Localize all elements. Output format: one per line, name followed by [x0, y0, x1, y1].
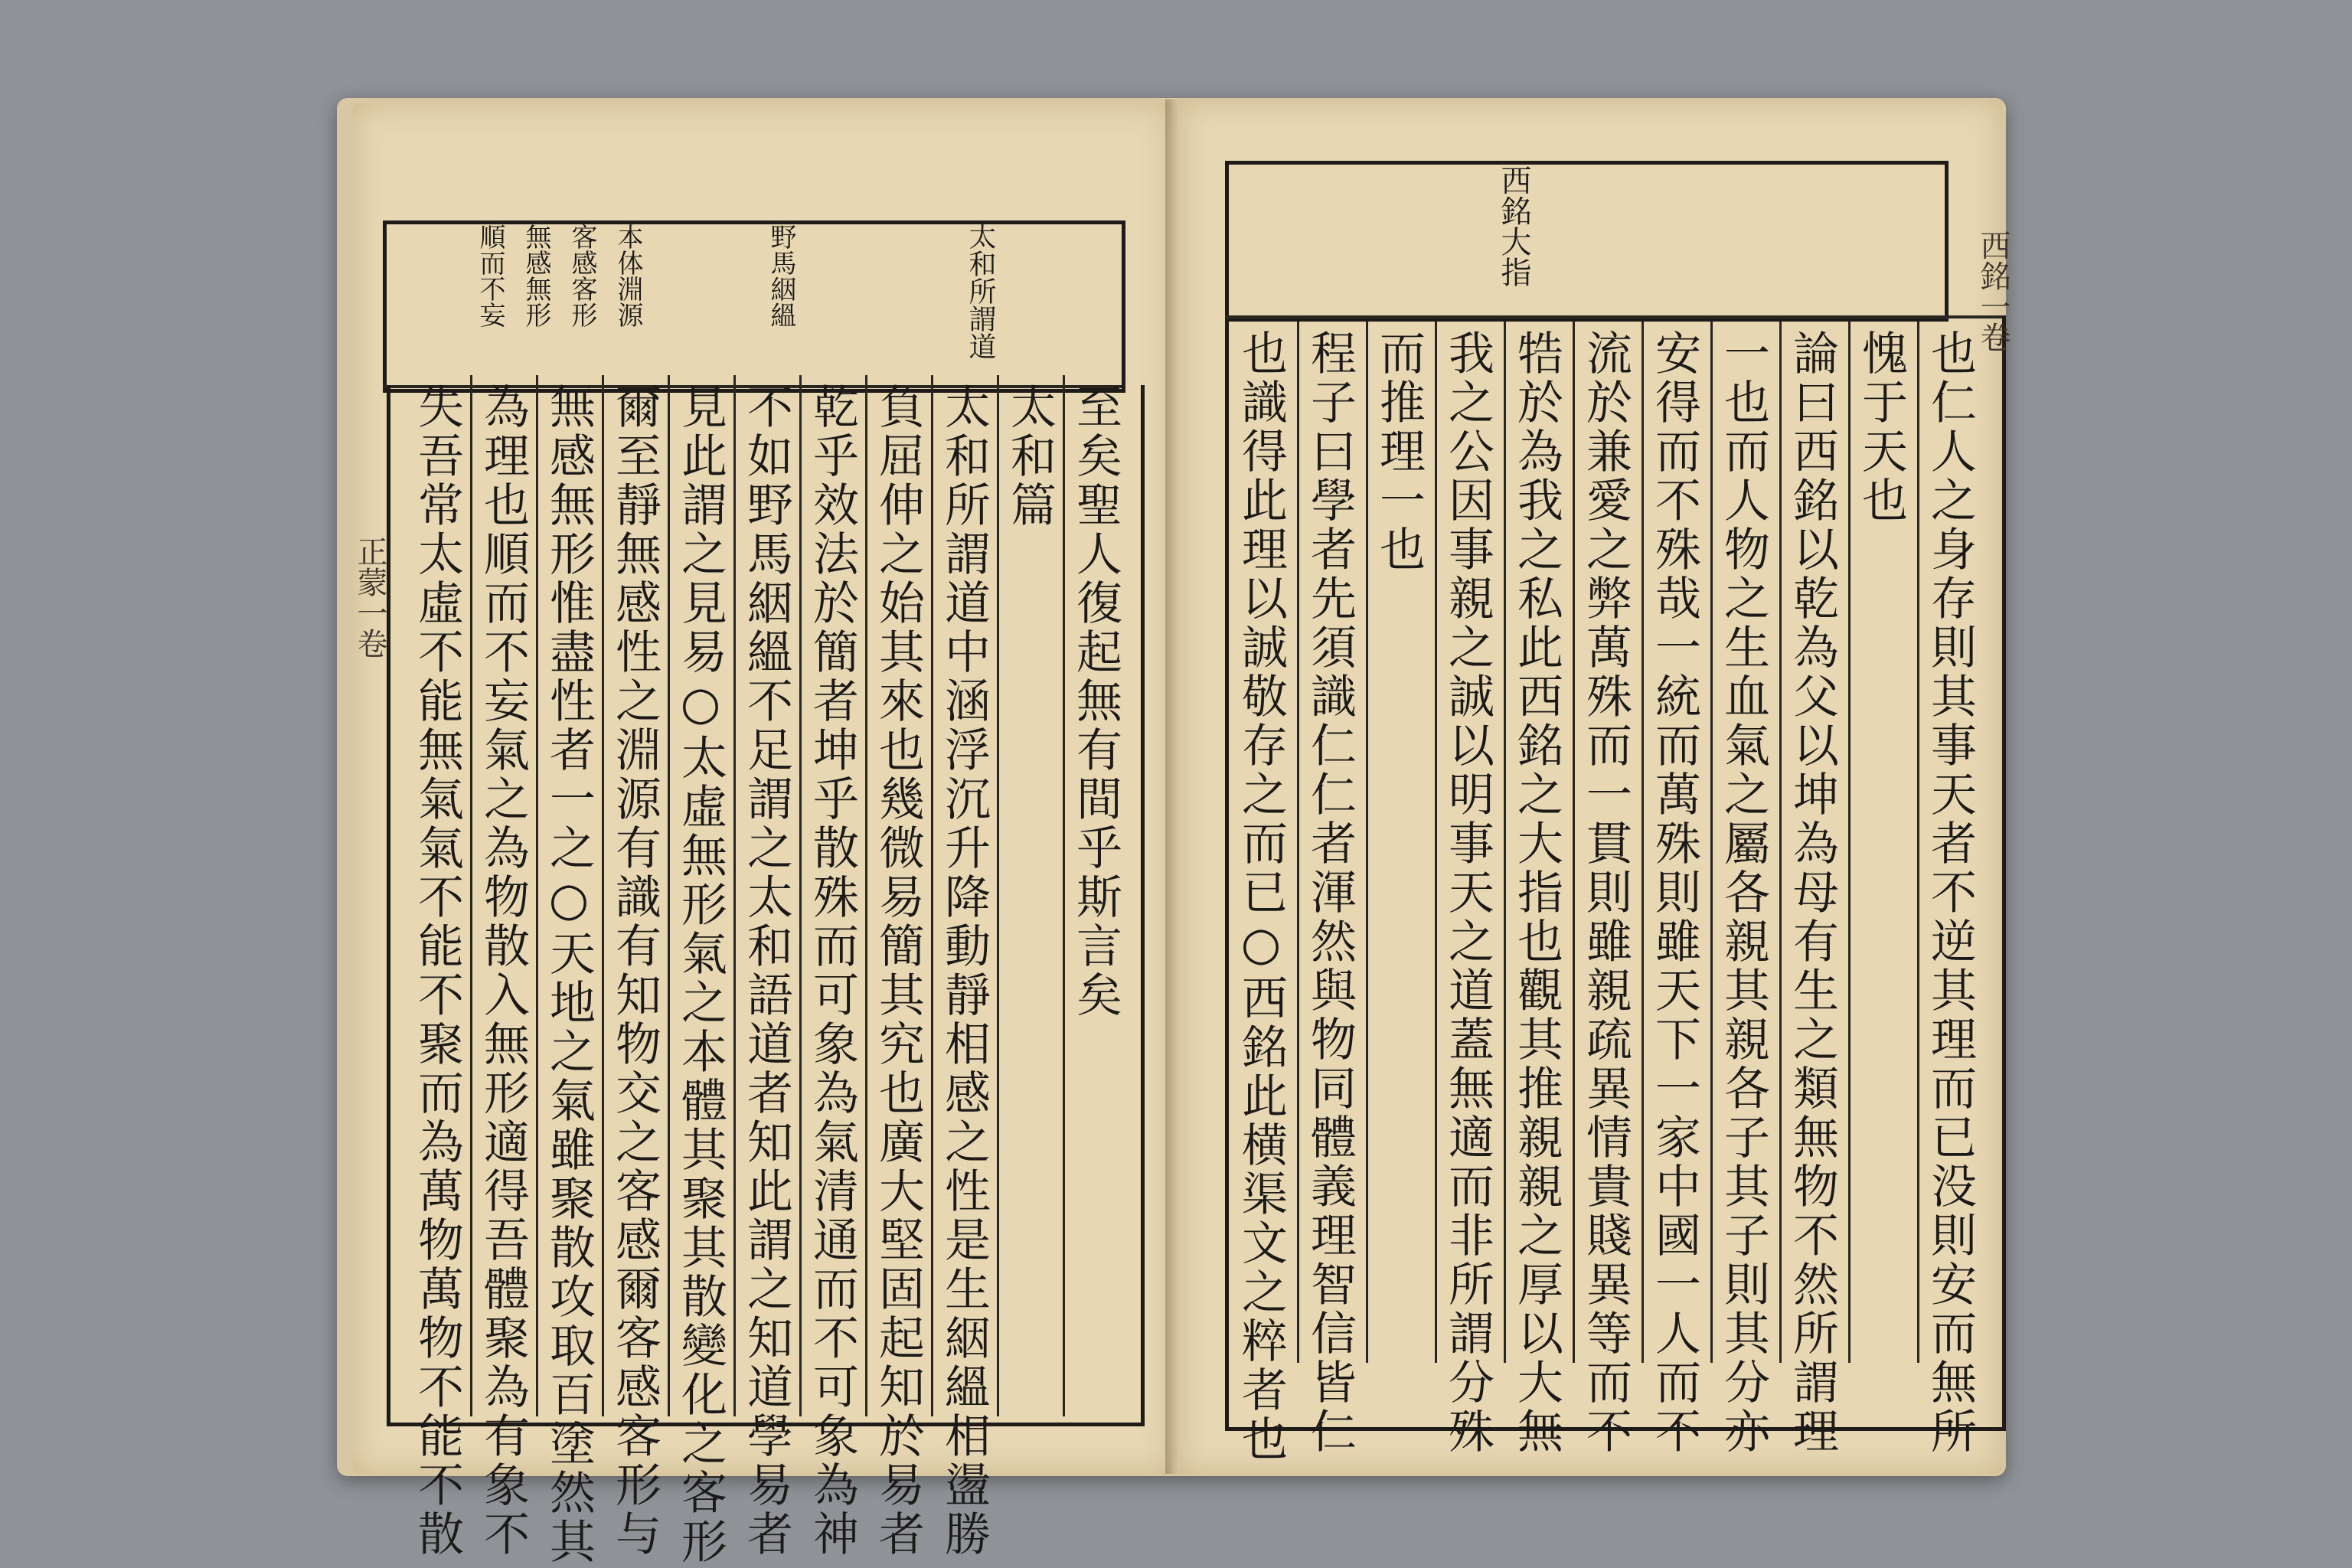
- column-rule: [1779, 322, 1782, 1363]
- text-column: 流於兼愛之弊萬殊而一貫則雖親疏異情貴賤異等而不: [1579, 329, 1632, 1456]
- text-column: 一也而人物之生血氣之屬各親其親各子其子則其分亦: [1717, 329, 1770, 1456]
- column-rule: [1642, 322, 1644, 1363]
- left-note-1: 野馬絪縕: [766, 224, 796, 328]
- column-rule: [997, 375, 999, 1416]
- text-column: 太和篇: [1003, 383, 1057, 530]
- left-note-3: 客感客形: [567, 224, 597, 328]
- left-header-title: 太和所謂道: [965, 222, 996, 360]
- text-column: 安得而不殊哉一統而萬殊則雖天下一家中國一人而不: [1648, 329, 1701, 1456]
- column-rule: [536, 375, 538, 1416]
- column-rule: [602, 375, 604, 1416]
- text-column: 也仁人之身存則其事天者不逆其理而已没則安而無所: [1923, 329, 1977, 1456]
- text-column: 為理也順而不妄氣之為物散入無形適得吾體聚為有象不: [476, 383, 530, 1559]
- column-rule: [1917, 322, 1919, 1363]
- text-column: 牿於為我之私此西銘之大指也觀其推親親之厚以大無: [1510, 329, 1563, 1456]
- text-column: 失吾常太虛不能無氣氣不能不聚而為萬物萬物不能不散: [410, 383, 464, 1559]
- column-rule: [931, 375, 933, 1416]
- text-column: 見此謂之見易○太虛無形氣之本體其聚其散變化之客形: [674, 383, 727, 1566]
- left-note-2: 本体淵源: [612, 224, 643, 328]
- right-header-rule: [1225, 315, 2002, 318]
- column-rule: [668, 375, 670, 1416]
- column-rule: [733, 375, 736, 1416]
- text-column: 愧于天也: [1854, 329, 1908, 525]
- column-rule: [1573, 322, 1575, 1363]
- left-note-4: 無感無形: [521, 224, 551, 328]
- column-rule: [865, 375, 867, 1416]
- right-header-title: 西銘大指: [1496, 165, 1531, 287]
- column-rule: [1710, 322, 1713, 1363]
- column-rule: [1297, 322, 1299, 1363]
- text-column: 太和所謂道中涵浮沉升降動靜相感之性是生絪縕相盪勝: [937, 383, 991, 1559]
- left-spine-label: 正蒙一卷: [352, 536, 387, 658]
- column-rule: [1435, 322, 1437, 1363]
- column-rule: [1504, 322, 1506, 1363]
- right-header-frame: [1225, 161, 1949, 322]
- column-rule: [1366, 322, 1368, 1363]
- text-column: 也識得此理以誠敬存之而已○西銘此横渠文之粹者也: [1234, 329, 1288, 1464]
- text-column: 我之公因事親之誠以明事天之道蓋無適而非所謂分殊: [1441, 329, 1494, 1456]
- text-column: 而推理一也: [1372, 329, 1426, 574]
- column-rule: [799, 375, 802, 1416]
- column-rule: [1848, 322, 1851, 1363]
- text-column: 爾至靜無感性之淵源有識有知物交之客感爾客感客形与: [608, 383, 662, 1559]
- column-rule: [1063, 375, 1065, 1416]
- text-column: 不如野馬絪縕不足謂之太和語道者知此謂之知道學易者: [740, 383, 793, 1559]
- text-column: 負屈伸之始其來也幾微易簡其究也廣大堅固起知於易者: [871, 383, 925, 1559]
- book-gutter: [1165, 100, 1188, 1474]
- text-column: 至矣聖人復起無有間乎斯言矣: [1069, 383, 1122, 1020]
- right-spine-label: 西銘一卷: [1975, 230, 2011, 352]
- left-note-5: 順而不妄: [475, 224, 505, 328]
- text-column: 乾乎效法於簡者坤乎散殊而可象為氣清通而不可象為神: [805, 383, 859, 1559]
- text-column: 程子曰學者先須識仁仁者渾然與物同體義理智信皆仁: [1303, 329, 1357, 1456]
- column-rule: [470, 375, 472, 1416]
- text-column: 論曰西銘以乾為父以坤為母有生之類無物不然所謂理: [1785, 329, 1839, 1456]
- text-column: 無感無形惟盡性者一之○天地之氣雖聚散攻取百塗然其: [542, 383, 596, 1566]
